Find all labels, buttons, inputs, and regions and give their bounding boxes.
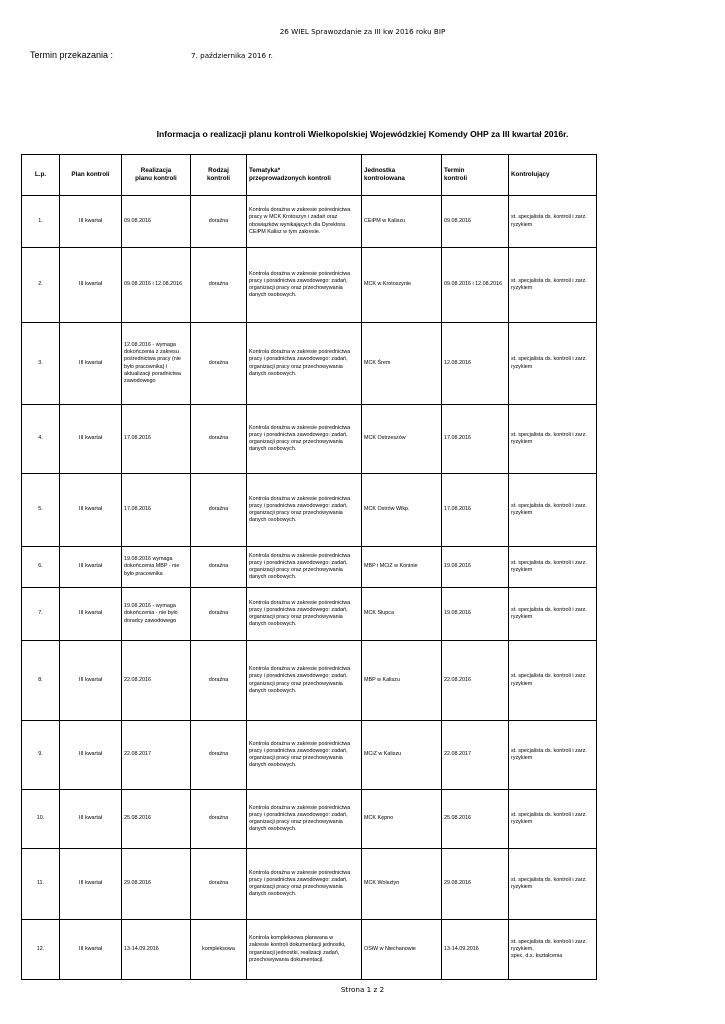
cell-plan: III kwartał	[60, 196, 122, 248]
cell-realizacja-line: 12.08.2016 - wymaga	[124, 342, 176, 349]
cell-jednostka: MCK Wolsztyn	[362, 849, 442, 920]
cell-tematyka-line: Kontrola doraźna w zakresie pośrednictwa	[249, 349, 351, 356]
cell-realizacja-line: 13-14.09.2016	[124, 945, 159, 952]
header-realizacja-line2: planu kontroli	[135, 175, 177, 182]
cell-lp: 10.	[22, 790, 60, 849]
cell-kontrolujacy-line: ryzykiem	[511, 221, 533, 228]
cell-tematyka-line: pracy i poradnictwa zawodowego: zadań,	[249, 747, 348, 754]
cell-tematyka	[247, 588, 362, 641]
cell-tematyka	[247, 547, 362, 588]
header-tematyka-line2: przeprowadzonych kontroli	[249, 175, 331, 182]
table-row	[22, 849, 597, 920]
table-row	[22, 196, 597, 248]
table-row	[22, 920, 597, 980]
cell-kontrolujacy	[509, 248, 597, 323]
cell-tematyka-line: danych osobowych.	[249, 826, 297, 833]
cell-tematyka-line: Kontrola doraźna w zakresie pośrednictwa	[249, 424, 351, 431]
cell-rodzaj: doraźna	[191, 323, 247, 405]
cell-jednostka: MCK Kępno	[362, 790, 442, 849]
cell-tematyka-line: obowiązków wynikających dla Dyrektora	[249, 221, 346, 228]
cell-tematyka-line: organizacji jednostki, realizacji zadań,	[249, 949, 340, 956]
cell-kontrolujacy-line: st. specjalista ds. kontroli i zarz.	[511, 559, 587, 566]
cell-tematyka	[247, 920, 362, 980]
cell-realizacja-line: dokończenia z zakresu	[124, 349, 179, 356]
cell-kontrolujacy-line: ryzykiem	[511, 363, 533, 370]
cell-rodzaj: doraźna	[191, 248, 247, 323]
cell-tematyka-line: organizacji pracy oraz przechowywania	[249, 567, 343, 573]
cell-kontrolujacy-line: st. specjalista ds. kontroli i zarz.	[511, 502, 587, 509]
header-tematyka-line1: Tematyka*	[249, 167, 281, 175]
cell-kontrolujacy-line: st. specjalista ds. kontroli i zarz.	[511, 938, 587, 945]
cell-kontrolujacy-line: st. specjalista ds. kontroli i zarz.	[511, 876, 587, 883]
header-plan: Plan kontroli	[60, 155, 122, 196]
cell-tematyka-line: pracy i poradnictwa zawodowego: zadań,	[249, 876, 348, 883]
cell-tematyka	[247, 248, 362, 323]
cell-tematyka-line: organizacji pracy oraz przechowywania	[249, 755, 343, 761]
cell-kontrolujacy-line: spec. d.s. kształcenia	[511, 953, 563, 960]
cell-tematyka-line: organizacji pracy oraz przechowywania	[249, 884, 343, 890]
cell-kontrolujacy-line: ryzykiem,	[511, 945, 534, 952]
cell-jednostka: MCK Słupca	[362, 588, 442, 641]
cell-tematyka-line: pracy i poradnictwa zawodowego: zadań,	[249, 356, 348, 363]
cell-realizacja	[122, 405, 191, 474]
cell-kontrolujacy-line: st. specjalista ds. kontroli i zarz.	[511, 277, 587, 284]
cell-lp: 12.	[22, 920, 60, 980]
header-jednostka-line1: Jednostka	[364, 167, 396, 175]
cell-kontrolujacy	[509, 405, 597, 474]
cell-tematyka-line: pracy i poradnictwa zawodowego: zadań,	[249, 606, 348, 613]
cell-realizacja	[122, 323, 191, 405]
cell-termin: 17.08.2016	[442, 474, 509, 547]
cell-tematyka-line: organizacji pracy oraz przechowywania	[249, 439, 343, 445]
header-rodzaj-line1: Rodzaj	[208, 167, 229, 175]
cell-realizacja	[122, 849, 191, 920]
cell-tematyka-line: Kontrola doraźna w zakresie pośrednictwa	[249, 270, 351, 277]
header-jednostka	[362, 155, 442, 196]
submission-date-label: Termin przekazania :	[30, 50, 114, 60]
cell-lp: 6.	[22, 547, 60, 588]
cell-jednostka: MCK w Krotoszynie	[362, 248, 442, 323]
cell-realizacja-line: 19.08.2016 - wymaga	[124, 603, 176, 610]
cell-plan: III kwartał	[60, 248, 122, 323]
table-row	[22, 248, 597, 323]
cell-realizacja-line: dokończenia MBP - nie	[124, 563, 180, 570]
cell-kontrolujacy-line: ryzykiem	[511, 510, 533, 516]
header-realizacja-line1: Realizacja	[140, 167, 172, 175]
cell-termin: 19.08.2016	[442, 588, 509, 641]
cell-tematyka-line: pracy i poradnictwa zawodowego: zadań,	[249, 431, 348, 438]
cell-tematyka-line: Kontrola doraźna w zakresie pośrednictwa	[249, 666, 351, 673]
cell-kontrolujacy	[509, 323, 597, 405]
cell-realizacja-line: doradcy zawodowego	[124, 617, 177, 624]
cell-jednostka: MBP w Kaliszu	[362, 641, 442, 721]
cell-rodzaj: doraźna	[191, 790, 247, 849]
cell-kontrolujacy-line: ryzykiem	[511, 614, 533, 620]
cell-kontrolujacy-line: ryzykiem	[511, 819, 533, 825]
header-lp: L.p.	[22, 155, 60, 196]
cell-realizacja	[122, 920, 191, 980]
cell-realizacja-line: 17.08.2016	[124, 435, 151, 442]
cell-kontrolujacy-line: st. specjalista ds. kontroli i zarz.	[511, 356, 587, 363]
cell-plan: III kwartał	[60, 588, 122, 641]
control-plan-table	[21, 154, 597, 980]
cell-tematyka-line: pracy i poradnictwa zawodowego: zadań,	[249, 559, 348, 566]
cell-tematyka-line: pracy i poradnictwa zawodowego: zadań,	[249, 502, 348, 509]
cell-tematyka-line: pracy i poradnictwa zawodowego: zadań,	[249, 811, 348, 818]
cell-tematyka-line: zakresie kontroli dokumentacji jednostki,	[249, 942, 346, 949]
cell-lp: 1.	[22, 196, 60, 248]
cell-kontrolujacy	[509, 196, 597, 248]
cell-termin: 29.08.2016	[442, 849, 509, 920]
table-row	[22, 641, 597, 721]
cell-tematyka	[247, 790, 362, 849]
cell-realizacja-line: aktualizacji poradnictwa	[124, 370, 181, 377]
header-kontrolujacy: Kontrolujący	[509, 155, 597, 196]
table-row	[22, 474, 597, 547]
submission-date-value: 7. października 2016 r.	[191, 51, 273, 60]
header-jednostka-line2: kontrolowana	[364, 175, 405, 182]
header-tematyka	[247, 155, 362, 196]
cell-kontrolujacy-line: ryzykiem	[511, 285, 533, 291]
cell-tematyka-line: danych osobowych.	[249, 517, 297, 524]
cell-termin: 22.08.2017	[442, 721, 509, 790]
cell-tematyka	[247, 474, 362, 547]
cell-termin: 13-14.09.2016	[442, 920, 509, 980]
cell-kontrolujacy-line: ryzykiem	[511, 567, 533, 573]
cell-termin: 09.08.2016	[442, 196, 509, 248]
cell-lp: 7.	[22, 588, 60, 641]
table-row	[22, 721, 597, 790]
cell-rodzaj: doraźna	[191, 588, 247, 641]
header-rodzaj-line2: kontroli	[206, 175, 231, 182]
cell-tematyka-line: danych osobowych.	[249, 762, 297, 769]
cell-kontrolujacy	[509, 588, 597, 641]
cell-tematyka-line: organizacji pracy oraz przechowywania	[249, 680, 343, 687]
cell-jednostka: MBP i MCiZ w Koninie	[362, 547, 442, 588]
cell-tematyka-line: Kontrola doraźna w zakresie pośrednictwa	[249, 599, 351, 606]
cell-tematyka-line: danych osobowych.	[249, 446, 297, 453]
document-header: 26 WIEL Sprawozdanie za III kw 2016 roku BIP	[279, 27, 446, 36]
cell-realizacja-line: 19.08.2016 wymaga	[124, 556, 173, 563]
cell-lp: 11.	[22, 849, 60, 920]
cell-realizacja-line: 09.08.2016	[124, 217, 151, 224]
cell-jednostka: OSiW w Niechanowie	[362, 920, 442, 980]
cell-lp: 9.	[22, 721, 60, 790]
cell-tematyka-line: Kontrola kompleksowa planwana w	[249, 935, 334, 942]
cell-tematyka-line: organizacji pracy oraz przechowywania	[249, 285, 343, 291]
table-header-row	[22, 155, 597, 196]
header-rodzaj	[191, 155, 247, 196]
cell-kontrolujacy	[509, 920, 597, 980]
cell-tematyka-line: Kontrola doraźna w zakresie pośrednictwa	[249, 869, 351, 876]
cell-tematyka-line: Kontrola doraźna w zakresie pośrednictwa	[249, 207, 351, 214]
cell-termin: 22.08.2016	[442, 641, 509, 721]
cell-realizacja-line: 17.08.2016	[124, 506, 151, 513]
cell-termin: 09.08.2016 i 12.08.2016	[442, 248, 509, 323]
cell-tematyka-line: Kontrola doraźna w zakresie pośrednictwa	[249, 495, 351, 502]
cell-plan: III kwartał	[60, 547, 122, 588]
cell-rodzaj: doraźna	[191, 405, 247, 474]
cell-lp: 3.	[22, 323, 60, 405]
cell-lp: 8.	[22, 641, 60, 721]
cell-realizacja	[122, 248, 191, 323]
cell-jednostka: MCK Śrem	[362, 323, 442, 405]
cell-kontrolujacy-line: st. specjalista ds. kontroli i zarz.	[511, 431, 587, 438]
cell-tematyka-line: organizacji pracy oraz przechowywania	[249, 819, 343, 825]
cell-tematyka-line: przechowywania dokumentacji.	[249, 956, 324, 963]
cell-realizacja-line: 22.08.2017	[124, 751, 151, 758]
cell-rodzaj: doraźna	[191, 849, 247, 920]
cell-rodzaj: kompleksowa	[191, 920, 247, 980]
table-row	[22, 588, 597, 641]
cell-realizacja	[122, 474, 191, 547]
cell-realizacja-line: 29.08.2016	[124, 880, 151, 887]
cell-tematyka-line: Kontrola doraźna w zakresie pośrednictwa	[249, 804, 351, 811]
cell-tematyka-line: CEiPM Kalisz w tym zakresie.	[249, 228, 321, 235]
cell-kontrolujacy	[509, 790, 597, 849]
cell-kontrolujacy-line: ryzykiem	[511, 755, 533, 761]
cell-tematyka-line: pracy w MCK Krotoszyn i zadań oraz	[249, 214, 338, 221]
cell-kontrolujacy	[509, 849, 597, 920]
cell-realizacja	[122, 196, 191, 248]
cell-realizacja-line: było pracownika) i	[124, 363, 168, 370]
cell-tematyka-line: danych osobowych.	[249, 292, 297, 299]
cell-rodzaj: doraźna	[191, 196, 247, 248]
cell-rodzaj: doraźna	[191, 641, 247, 721]
cell-realizacja	[122, 721, 191, 790]
cell-kontrolujacy-line: ryzykiem	[511, 680, 533, 687]
cell-jednostka: MCK Ostrzeszów	[362, 405, 442, 474]
cell-kontrolujacy-line: st. specjalista ds. kontroli i zarz.	[511, 214, 587, 221]
cell-lp: 4.	[22, 405, 60, 474]
cell-tematyka-line: Kontrola doraźna w zakresie pośrednictwa	[249, 552, 351, 559]
cell-tematyka-line: Kontrola doraźna w zakresie pośrednictwa	[249, 740, 351, 747]
cell-tematyka	[247, 405, 362, 474]
cell-plan: III kwartał	[60, 474, 122, 547]
cell-realizacja-line: zawodowego	[124, 377, 156, 384]
cell-realizacja	[122, 588, 191, 641]
cell-lp: 2.	[22, 248, 60, 323]
cell-kontrolujacy-line: st. specjalista ds. kontroli i zarz.	[511, 606, 587, 613]
header-termin-line1: Termin	[444, 167, 465, 175]
cell-tematyka-line: organizacji pracy oraz przechowywania	[249, 614, 343, 620]
cell-realizacja	[122, 790, 191, 849]
header-termin	[442, 155, 509, 196]
table-row	[22, 405, 597, 474]
cell-tematyka	[247, 641, 362, 721]
table-row	[22, 790, 597, 849]
cell-tematyka	[247, 849, 362, 920]
cell-lp: 5.	[22, 474, 60, 547]
cell-kontrolujacy	[509, 641, 597, 721]
cell-termin: 17.08.2016	[442, 405, 509, 474]
table-row	[22, 547, 597, 588]
cell-kontrolujacy-line: st. specjalista ds. kontroli i zarz.	[511, 747, 587, 754]
cell-realizacja-line: dokończenia - nie było	[124, 610, 178, 617]
cell-rodzaj: doraźna	[191, 547, 247, 588]
cell-kontrolujacy-line: ryzykiem	[511, 439, 533, 445]
cell-kontrolujacy	[509, 547, 597, 588]
cell-realizacja-line: pośrednictwa pracy (nie	[124, 356, 181, 363]
cell-plan: III kwartał	[60, 920, 122, 980]
cell-rodzaj: doraźna	[191, 721, 247, 790]
cell-kontrolujacy-line: ryzykiem	[511, 884, 533, 890]
cell-kontrolujacy-line: st. specjalista ds. kontroli i zarz.	[511, 811, 587, 818]
cell-tematyka-line: danych osobowych.	[249, 370, 297, 377]
table-row	[22, 323, 597, 405]
header-realizacja	[122, 155, 191, 196]
cell-termin: 19.08.2016	[442, 547, 509, 588]
cell-kontrolujacy	[509, 721, 597, 790]
header-termin-line2: kontroli	[444, 175, 468, 182]
cell-kontrolujacy-line: st. specjalista ds. kontroli i zarz.	[511, 673, 587, 680]
cell-tematyka-line: danych osobowych.	[249, 891, 297, 898]
cell-plan: III kwartał	[60, 323, 122, 405]
cell-termin: 25.08.2016	[442, 790, 509, 849]
cell-realizacja-line: 09.08.2016 i 12.08.2016	[124, 281, 183, 288]
page-number: Strona 1 z 2	[340, 985, 385, 994]
cell-plan: III kwartał	[60, 849, 122, 920]
cell-tematyka-line: danych osobowych.	[249, 687, 297, 694]
cell-plan: III kwartał	[60, 405, 122, 474]
cell-jednostka: MCK Ostrów Wlkp.	[362, 474, 442, 547]
cell-tematyka-line: pracy i poradnictwa zawodowego: zadań,	[249, 673, 348, 680]
cell-tematyka-line: organizacji pracy oraz przechowywania	[249, 363, 343, 370]
cell-tematyka-line: organizacji pracy oraz przechowywania	[249, 510, 343, 516]
table-body	[22, 196, 597, 980]
cell-realizacja-line: 22.08.2016	[124, 676, 151, 683]
cell-tematyka-line: pracy i poradnictwa zawodowego: zadań,	[249, 277, 348, 284]
cell-jednostka: CEiPM w Kaliszu	[362, 196, 442, 248]
report-title: Informacja o realizacji planu kontroli Wielkopolskiej Wojewódzkiej Komendy OHP za III kwartał 2016r.	[156, 129, 569, 139]
cell-tematyka-line: danych osobowych.	[249, 621, 297, 628]
cell-realizacja	[122, 547, 191, 588]
cell-realizacja	[122, 641, 191, 721]
cell-rodzaj: doraźna	[191, 474, 247, 547]
cell-realizacja-line: było pracownika	[124, 570, 163, 577]
cell-plan: III kwartał	[60, 641, 122, 721]
cell-plan: III kwartał	[60, 721, 122, 790]
cell-tematyka	[247, 721, 362, 790]
cell-kontrolujacy	[509, 474, 597, 547]
cell-realizacja-line: 25.08.2016	[124, 815, 151, 822]
cell-tematyka	[247, 196, 362, 248]
cell-tematyka-line: danych osobowych.	[249, 574, 297, 581]
cell-tematyka	[247, 323, 362, 405]
cell-jednostka: MCiZ w Kaliszu	[362, 721, 442, 790]
cell-termin: 12.08.2016	[442, 323, 509, 405]
cell-plan: III kwartał	[60, 790, 122, 849]
